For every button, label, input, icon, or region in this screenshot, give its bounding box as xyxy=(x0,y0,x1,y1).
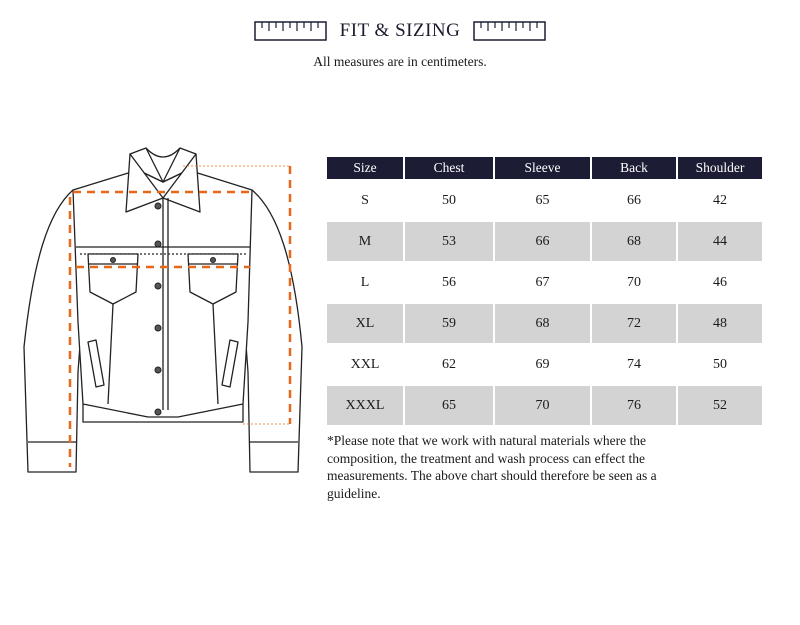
page-title: FIT & SIZING xyxy=(339,20,461,41)
chest-cell: 50 xyxy=(442,192,456,208)
size-cell: S xyxy=(361,192,369,208)
header-shoulder: Shoulder xyxy=(678,157,762,179)
sleeve-cell: 68 xyxy=(495,304,590,343)
table-header-row xyxy=(327,157,762,179)
chest-cell: 62 xyxy=(442,356,456,372)
header-size: Size xyxy=(327,157,403,179)
chest-cell: 65 xyxy=(405,386,493,425)
sleeve-cell: 66 xyxy=(495,222,590,261)
shoulder-cell: 48 xyxy=(678,304,762,343)
shoulder-cell: 50 xyxy=(713,356,727,372)
size-cell: XL xyxy=(327,304,403,343)
table-row xyxy=(327,181,762,220)
table-row xyxy=(327,386,762,425)
table-row xyxy=(327,345,762,384)
size-cell: XXXL xyxy=(327,386,403,425)
shoulder-cell: 44 xyxy=(678,222,762,261)
sleeve-cell: 70 xyxy=(495,386,590,425)
size-table xyxy=(325,155,764,427)
shoulder-cell: 52 xyxy=(678,386,762,425)
back-cell: 68 xyxy=(592,222,676,261)
ruler-icon xyxy=(473,21,546,41)
table-row xyxy=(327,222,762,261)
sleeve-cell: 65 xyxy=(535,192,550,208)
sleeve-cell: 69 xyxy=(535,356,550,372)
disclaimer-note: *Please note that we work with natural materials where the composition, the treatment and wash process can effect the measurements. The above chart should therefore be seen as a guideline. xyxy=(327,433,657,501)
chest-cell: 53 xyxy=(405,222,493,261)
back-cell: 72 xyxy=(592,304,676,343)
size-cell: L xyxy=(360,274,370,290)
size-cell: M xyxy=(327,222,403,261)
table-row xyxy=(327,304,762,343)
shoulder-cell: 42 xyxy=(713,192,727,208)
denim-jacket-illustration xyxy=(18,142,308,477)
chest-cell: 56 xyxy=(442,274,456,290)
sleeve-cell: 67 xyxy=(535,274,550,290)
chest-cell: 59 xyxy=(405,304,493,343)
back-cell: 66 xyxy=(627,192,641,208)
table-row xyxy=(327,263,762,302)
back-cell: 70 xyxy=(627,274,641,290)
size-cell: XXL xyxy=(350,356,380,372)
header-sleeve: Sleeve xyxy=(495,157,590,179)
shoulder-cell: 46 xyxy=(713,274,727,290)
back-cell: 74 xyxy=(627,356,641,372)
subtitle: All measures are in centimeters. xyxy=(313,54,487,69)
header xyxy=(0,18,800,48)
header-chest: Chest xyxy=(405,157,493,179)
back-cell: 76 xyxy=(592,386,676,425)
header-back: Back xyxy=(592,157,676,179)
